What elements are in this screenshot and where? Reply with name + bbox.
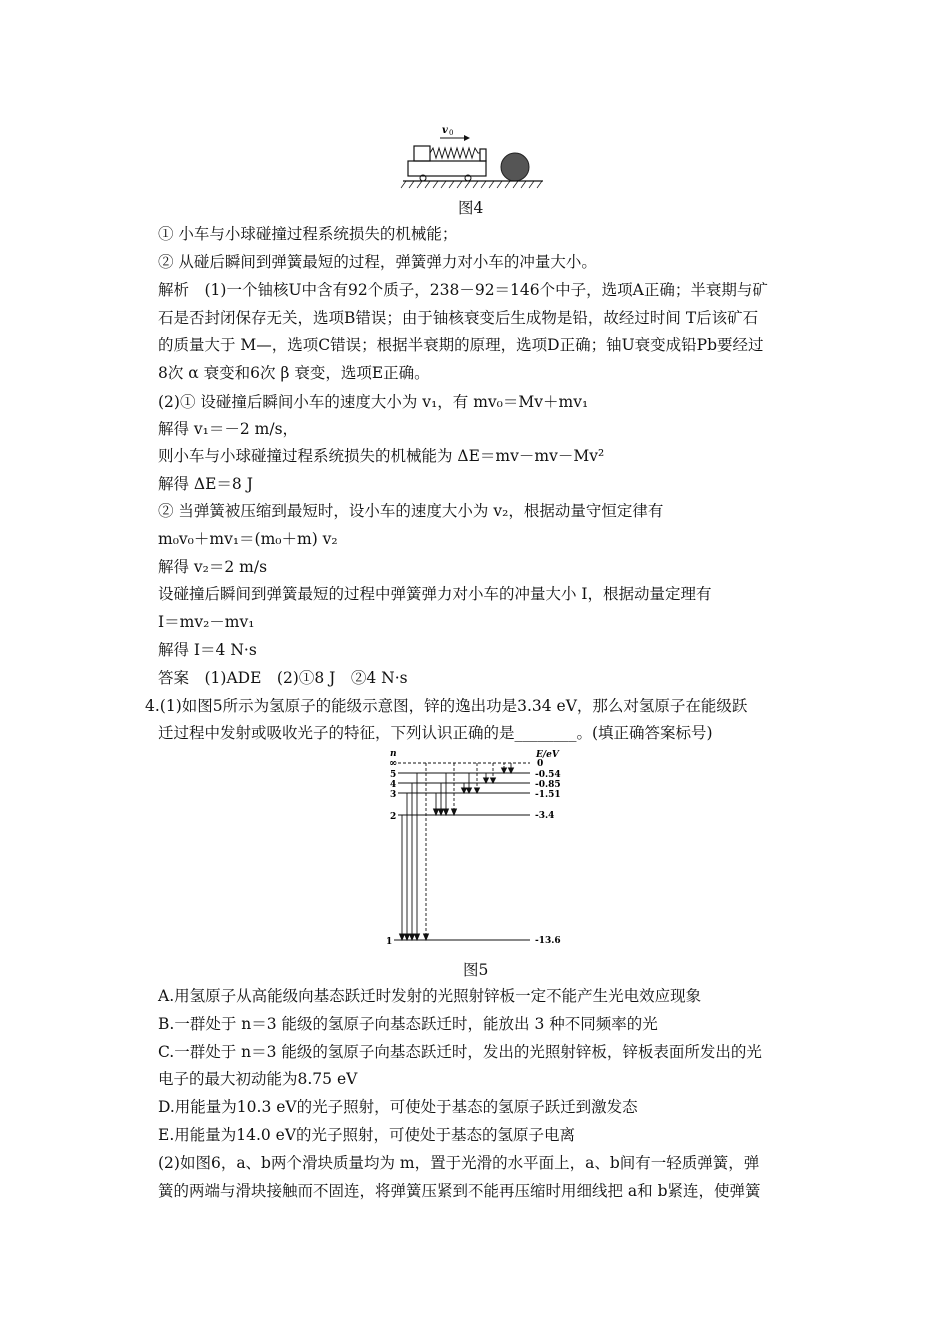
figure-5-caption: 图5 (463, 961, 489, 979)
text-line: 石是否封闭保存无关，选项B错误；由于铀核衰变后生成物是铅，故经过时间 T后该矿石 (158, 309, 759, 327)
option-c: C.一群处于 n＝3 能级的氢原子向基态跃迁时，发出的光照射锌板，锌板表面所发出的光 (158, 1043, 762, 1061)
level-energy: -0.85 (535, 780, 561, 790)
level-n: 1 (386, 937, 393, 947)
text-line: 解得 v₁＝－2 m/s， (158, 420, 299, 438)
text-line: I＝mv₂－mv₁ (158, 613, 255, 631)
level-n: 5 (390, 770, 397, 780)
text-line: 则小车与小球碰撞过程系统损失的机械能为 ΔE＝mv－mv－Mv² (158, 447, 605, 465)
level-energy: 0 (537, 759, 544, 769)
option-c-cont: 电子的最大初动能为8.75 eV (158, 1070, 358, 1088)
velocity-sub: 0 (449, 129, 454, 137)
text-line: 解得 v₂＝2 m/s (158, 558, 268, 576)
option-a: A.用氢原子从高能级向基态跃迁时发射的光照射锌板一定不能产生光电效应现象 (158, 987, 702, 1005)
option-d: D.用能量为10.3 eV的光子照射，可使处于基态的氢原子跃迁到激发态 (158, 1098, 638, 1116)
option-e: E.用能量为14.0 eV的光子照射，可使处于基态的氢原子电离 (158, 1126, 576, 1144)
question-part-2-cont: 簧的两端与滑块接触而不固连，将弹簧压紧到不能再压缩时用细线把 a和 b紧连，使弹簧 (158, 1182, 761, 1200)
level-energy: -0.54 (535, 770, 561, 780)
axis-n-label: n (390, 749, 397, 759)
answer-line: 答案 (1)ADE (2)①8 J ②4 N·s (158, 669, 408, 687)
figure-5-energy-levels (380, 748, 580, 950)
text-line: ② 从碰后瞬间到弹簧最短的过程，弹簧弹力对小车的冲量大小。 (158, 253, 597, 271)
text-line: (2)① 设碰撞后瞬间小车的速度大小为 v₁，有 mv₀＝Mv＋mv₁ (158, 393, 589, 411)
text-line: 解得 ΔE＝8 J (158, 475, 253, 493)
level-n: 2 (390, 812, 397, 822)
text-line: ② 当弹簧被压缩到最短时，设小车的速度大小为 v₂，根据动量守恒定律有 (158, 502, 664, 520)
level-n: 3 (390, 790, 397, 800)
text-line: 解得 I＝4 N·s (158, 641, 257, 659)
text-line: ① 小车与小球碰撞过程系统损失的机械能； (158, 225, 458, 243)
figure-4 (398, 122, 548, 192)
velocity-label: v (442, 125, 448, 136)
question-line: 迁过程中发射或吸收光子的特征，下列认识正确的是________。(填正确答案标号) (158, 724, 713, 742)
text-line: 解析 (1)一个铀核U中含有92个质子，238－92＝146个中子，选项A正确；半衰期与矿 (158, 281, 768, 299)
level-n: 4 (390, 780, 397, 790)
text-line: 的质量大于 M—，选项C错误；根据半衰期的原理，选项D正确；铀U衰变成铅Pb要经过 (158, 336, 764, 354)
level-n: ∞ (389, 758, 398, 769)
level-energy: -1.51 (535, 790, 561, 800)
axis-e-label: E/eV (536, 750, 559, 760)
level-energy: -3.4 (535, 811, 555, 821)
question-part-2: (2)如图6，a、b两个滑块质量均为 m，置于光滑的水平面上，a、b间有一轻质弹簧，弹 (158, 1154, 760, 1172)
level-energy: -13.6 (535, 936, 561, 946)
option-b: B.一群处于 n＝3 能级的氢原子向基态跃迁时，能放出 3 种不同频率的光 (158, 1015, 658, 1033)
question-line: 4.(1)如图5所示为氢原子的能级示意图，锌的逸出功是3.34 eV，那么对氢原子在能级跃 (145, 697, 748, 715)
text-line: m₀v₀＋mv₁＝(m₀＋m) v₂ (158, 530, 338, 548)
text-line: 8次 α 衰变和6次 β 衰变，选项E正确。 (158, 364, 430, 382)
figure-4-caption: 图4 (458, 199, 484, 217)
text-line: 设碰撞后瞬间到弹簧最短的过程中弹簧弹力对小车的冲量大小 I，根据动量定理有 (158, 585, 712, 603)
